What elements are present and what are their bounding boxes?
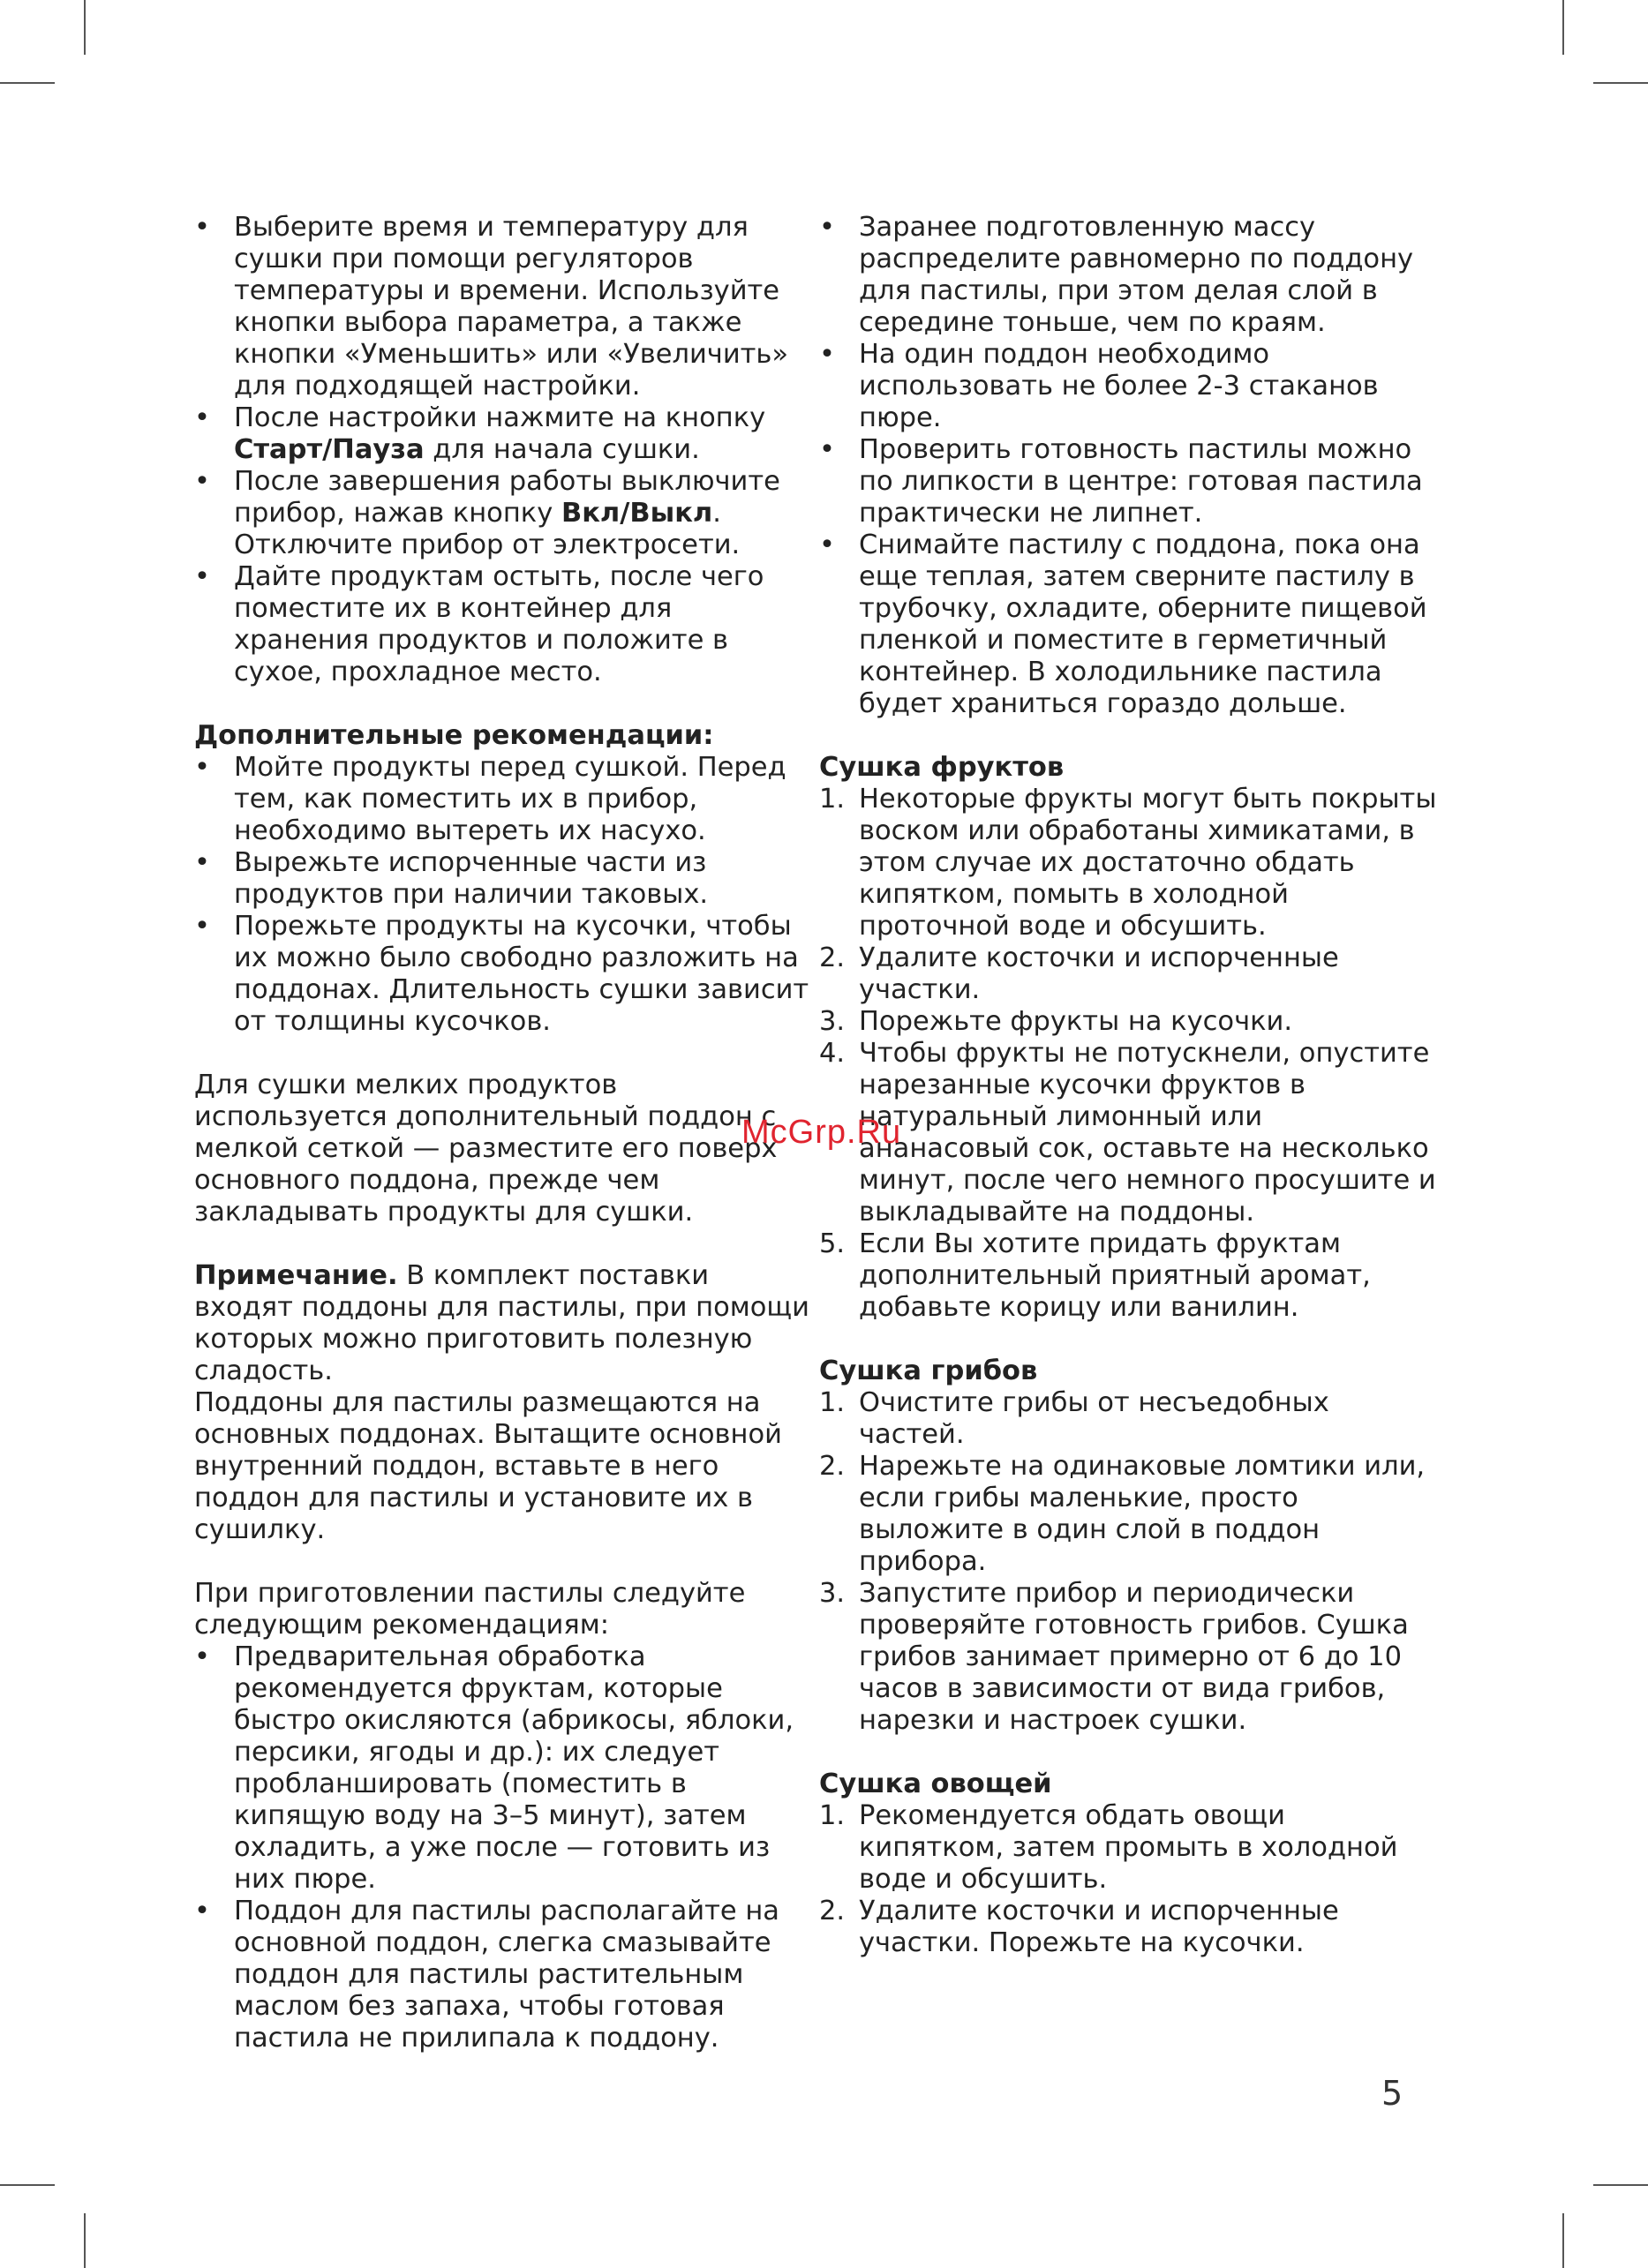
list-item (819, 1451, 1437, 1578)
list-item: • Выберите время и температуру для сушки при помощи регуляторов температуры и времени. Используйте кнопки выбора параметра, а также кнопки «Уменьшить» или «Увеличить» для подходящей настройки. (194, 212, 812, 402)
power-label: Вкл/Выкл (561, 498, 713, 529)
list-item (819, 1800, 1437, 1896)
text: Рекомендуется обдать овощи кипятком, затем промыть в холодной воде и обсушить. (859, 1800, 1398, 1895)
crop-mark (1562, 2213, 1564, 2268)
item-number: 2. (819, 1896, 846, 1926)
note-label: Примечание. (194, 1260, 398, 1291)
pastila-list (194, 1641, 812, 2054)
list-item: • Заранее подготовленную массу распределите равномерно по поддону для пастилы, при этом делая слой в середине тоньше, чем по краям. (819, 212, 1437, 339)
text: В комплект поставки входят поддоны для пастилы, при помощи которых можно приготовить полезную сладость. (194, 1260, 809, 1386)
text: Очистите грибы от несъедобных частей. (859, 1387, 1329, 1450)
item-number: 5. (819, 1228, 846, 1259)
section-heading: Сушка овощей (819, 1769, 1052, 1799)
right-column (819, 212, 1437, 1959)
text: Нарежьте на одинаковые ломтики или, если грибы маленькие, просто выложите в один слой в поддон прибора. (859, 1451, 1426, 1577)
item-number: 3. (819, 1006, 846, 1037)
item-number: 1. (819, 1387, 846, 1418)
item-number: 1. (819, 1800, 846, 1831)
additional-list (194, 752, 812, 1038)
list-item (819, 784, 1437, 942)
list-item (819, 942, 1437, 1006)
vegetables-list (819, 1800, 1437, 1959)
crop-mark (0, 2184, 55, 2186)
list-item (194, 466, 812, 561)
text: Удалите косточки и испорченные участки. Порежьте на кусочки. (859, 1896, 1339, 1958)
note-paragraph (194, 1260, 812, 1387)
mushrooms-list (819, 1387, 1437, 1737)
list-item (819, 1896, 1437, 1959)
list-item: • Предварительная обработка рекомендуется фруктам, которые быстро окисляются (абрикосы, яблоки, персики, ягоды и др.): их следует пробланшировать (поместить в кипящую воду на 3–5 минут), затем охладить, а уже после — готовить из них пюре. (194, 1641, 812, 1896)
section-heading: Сушка фруктов (819, 752, 1065, 783)
text: Если Вы хотите придать фруктам дополнительный приятный аромат, добавьте корицу или ванилин. (859, 1228, 1371, 1323)
paragraph: При приготовлении пастилы следуйте следующим рекомендациям: (194, 1578, 746, 1641)
list-item (194, 402, 812, 466)
list-item: • Дайте продуктам остыть, после чего поместите их в контейнер для хранения продуктов и положите в сухое, прохладное место. (194, 561, 812, 688)
fruits-list (819, 784, 1437, 1324)
item-number: 3. (819, 1578, 846, 1609)
crop-mark (0, 82, 55, 84)
item-number: 2. (819, 942, 846, 973)
text: Чтобы фрукты не потускнели, опустите нарезанные кусочки фруктов в натуральный лимонный или ананасовый сок, оставьте на несколько минут, после чего немного просушите и выкладывайте на поддоны. (859, 1038, 1436, 1228)
crop-mark (84, 0, 86, 55)
list-item (819, 1038, 1437, 1228)
left-column (194, 212, 812, 2054)
list-item: • Мойте продукты перед сушкой. Перед тем, как поместить их в прибор, необходимо вытереть их насухо. (194, 752, 812, 847)
start-pause-label: Старт/Пауза (234, 434, 425, 465)
text: Запустите прибор и периодически проверяйте готовность грибов. Сушка грибов занимает примерно от 6 до 10 часов в зависимости от вида грибов, нарезки и настроек сушки. (859, 1578, 1409, 1736)
crop-mark (1593, 82, 1648, 84)
list-item: • Вырежьте испорченные части из продуктов при наличии таковых. (194, 847, 812, 911)
list-item: • На один поддон необходимо использовать не более 2-3 стаканов пюре. (819, 339, 1437, 434)
item-number: 1. (819, 784, 846, 815)
text: Удалите косточки и испорченные участки. (859, 942, 1339, 1005)
item-number: 4. (819, 1038, 846, 1069)
pastila-list-continued (819, 212, 1437, 720)
list-item (819, 1228, 1437, 1324)
section-heading: Дополнительные рекомендации: (194, 720, 714, 751)
crop-mark (1562, 0, 1564, 55)
text: После завершения работы выключите прибор, нажав кнопку (234, 466, 780, 529)
watermark: McGrp.Ru (741, 1114, 902, 1151)
list-item: • Проверить готовность пастилы можно по липкости в центре: готовая пастила практически не липнет. (819, 434, 1437, 529)
list-item (819, 1006, 1437, 1038)
list-item (819, 1578, 1437, 1737)
text: После настройки нажмите на кнопку (234, 402, 766, 433)
list-item: • Порежьте продукты на кусочки, чтобы их можно было свободно разложить на поддонах. Длительность сушки зависит от толщины кусочков. (194, 911, 812, 1038)
paragraph: Для сушки мелких продуктов используется дополнительный поддон с мелкой сеткой — разместите его поверх основного поддона, прежде чем закладывать продукты для сушки. (194, 1070, 778, 1228)
text: Некоторые фрукты могут быть покрыты воском или обработаны химикатами, в этом случае их достаточно обдать кипятком, помыть в холодной проточной воде и обсушить. (859, 784, 1437, 942)
crop-mark (84, 2213, 86, 2268)
section-heading: Сушка грибов (819, 1356, 1038, 1386)
text: . Отключите прибор от электросети. (234, 498, 741, 560)
page-number: 5 (1381, 2074, 1403, 2113)
list-item: • Снимайте пастилу с поддона, пока она еще теплая, затем сверните пастилу в трубочку, охладите, оберните пищевой пленкой и поместите в герметичный контейнер. В холодильнике пастила будет храниться гораздо дольше. (819, 529, 1437, 720)
text: Порежьте фрукты на кусочки. (859, 1006, 1293, 1037)
paragraph: Поддоны для пастилы размещаются на основных поддонах. Вытащите основной внутренний поддон, вставьте в него поддон для пастилы и установите их в сушилку. (194, 1387, 782, 1545)
text: для начала сушки. (424, 434, 700, 465)
item-number: 2. (819, 1451, 846, 1482)
settings-list (194, 212, 812, 688)
crop-mark (1593, 2184, 1648, 2186)
list-item: • Поддон для пастилы располагайте на основной поддон, слегка смазывайте поддон для пастилы растительным маслом без запаха, чтобы готовая пастила не прилипала к поддону. (194, 1896, 812, 2054)
list-item (819, 1387, 1437, 1451)
